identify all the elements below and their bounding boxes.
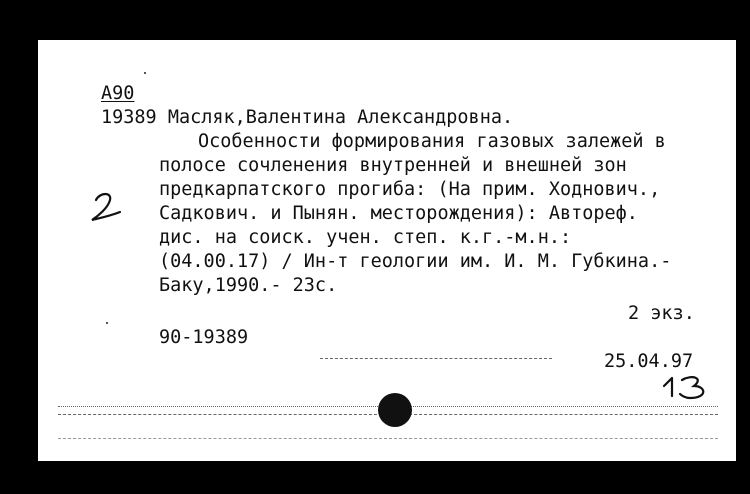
dotted-rule [320, 358, 552, 359]
scan-line [58, 438, 718, 439]
body-line-1: Особенности формирования газовых залежей в [198, 131, 666, 152]
body-line-3: предкарпатского прогиба: (На прим. Ходнович., [159, 179, 661, 200]
copies-count: 2 экз. [628, 303, 695, 324]
handwritten-13 [660, 370, 716, 404]
handwritten-2 [86, 190, 126, 224]
body-line-7: Баку,1990.- 23с. [159, 275, 338, 296]
scan-speck [144, 72, 146, 74]
stamp-date: 25.04.97 [604, 351, 694, 372]
body-line-4: Садкович. и Пынян. месторождения): Автореф. [159, 203, 638, 224]
inventory-number: 90-19389 [159, 327, 249, 348]
scan-speck [106, 322, 108, 324]
card-header: 19389 Масляк,Валентина Александровна. [101, 107, 514, 128]
ink-blot [378, 393, 412, 427]
body-line-5: дис. на соиск. учен. степ. к.г.-м.н.: [159, 227, 572, 248]
catalog-card [38, 40, 736, 461]
body-line-2: полосе сочленения внутренней и внешней зон [159, 155, 627, 176]
call-number: А90 [101, 83, 135, 104]
body-line-6: (04.00.17) / Ин-т геологии им. И. М. Губкина.- [159, 251, 672, 272]
